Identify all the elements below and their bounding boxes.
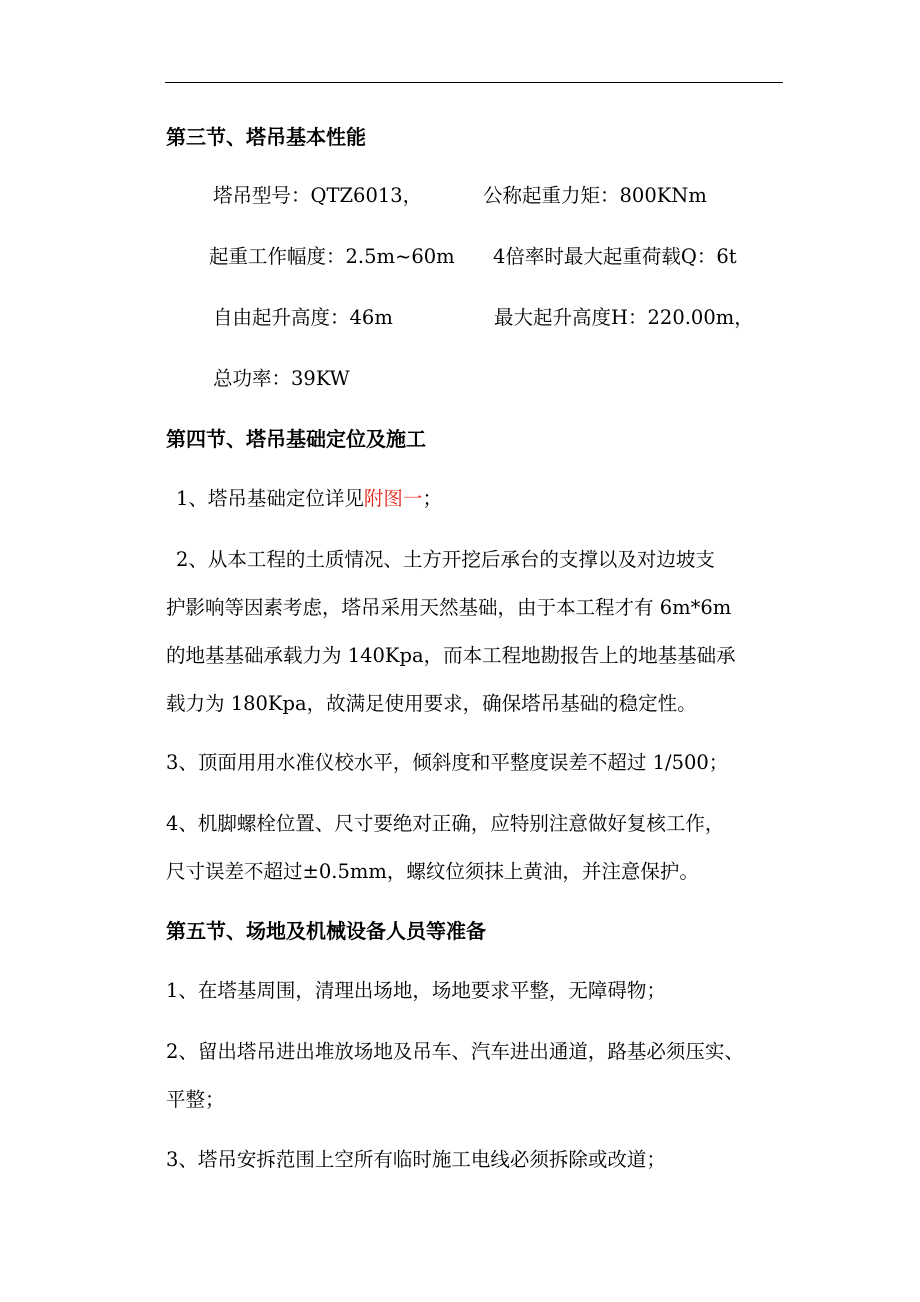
spec-working-range: 起重工作幅度：2.5m~60m	[209, 245, 455, 268]
appendix-figure-link[interactable]: 附图一	[363, 487, 423, 510]
spec-model: 塔吊型号：QTZ6013，	[213, 184, 423, 207]
section4-item2-line4: 载力为 180Kpa，故满足使用要求，确保塔吊基础的稳定性。	[166, 692, 697, 715]
section5-item3: 3、塔吊安拆范围上空所有临时施工电线必须拆除或改道；	[166, 1148, 666, 1171]
spec-max-height: 最大起升高度H：220.00m，	[494, 306, 754, 329]
section5-item2-line1: 2、留出塔吊进出堆放场地及吊车、汽车进出通道，路基必须压实、	[166, 1040, 744, 1063]
section3-heading: 第三节、塔吊基本性能	[166, 125, 366, 149]
spec-free-height: 自由起升高度：46m	[213, 306, 393, 329]
header-rule	[165, 82, 783, 83]
section4-item2-line1: 2、从本工程的土质情况、土方开挖后承台的支撑以及对边坡支	[176, 548, 715, 571]
section4-item2-line2: 护影响等因素考虑，塔吊采用天然基础，由于本工程才有 6m*6m	[166, 596, 732, 619]
section4-item2-line3: 的地基基础承载力为 140Kpa，而本工程地勘报告上的地基基础承	[166, 644, 736, 667]
item1-end: ；	[422, 487, 442, 510]
section5-item1: 1、在塔基周围，清理出场地，场地要求平整，无障碍物；	[166, 979, 666, 1002]
section4-item3: 3、顶面用用水准仪校水平，倾斜度和平整度误差不超过 1/500；	[166, 751, 729, 774]
spec-total-power: 总功率：39KW	[213, 367, 350, 390]
spec-rated-moment: 公称起重力矩：800KNm	[483, 184, 707, 207]
spec-max-load: 4倍率时最大起重荷载Q：6t	[493, 245, 737, 268]
section4-heading: 第四节、塔吊基础定位及施工	[166, 427, 426, 451]
section5-item2-line2: 平整；	[166, 1088, 225, 1111]
section4-item1	[176, 486, 442, 512]
section4-item4-line1: 4、机脚螺栓位置、尺寸要绝对正确，应特别注意做好复核工作，	[166, 812, 725, 835]
item1-text: 1、塔吊基础定位详见	[176, 487, 364, 510]
section5-heading: 第五节、场地及机械设备人员等准备	[166, 919, 486, 943]
section4-item4-line2: 尺寸误差不超过±0.5mm，螺纹位须抹上黄油，并注意保护。	[166, 860, 699, 883]
